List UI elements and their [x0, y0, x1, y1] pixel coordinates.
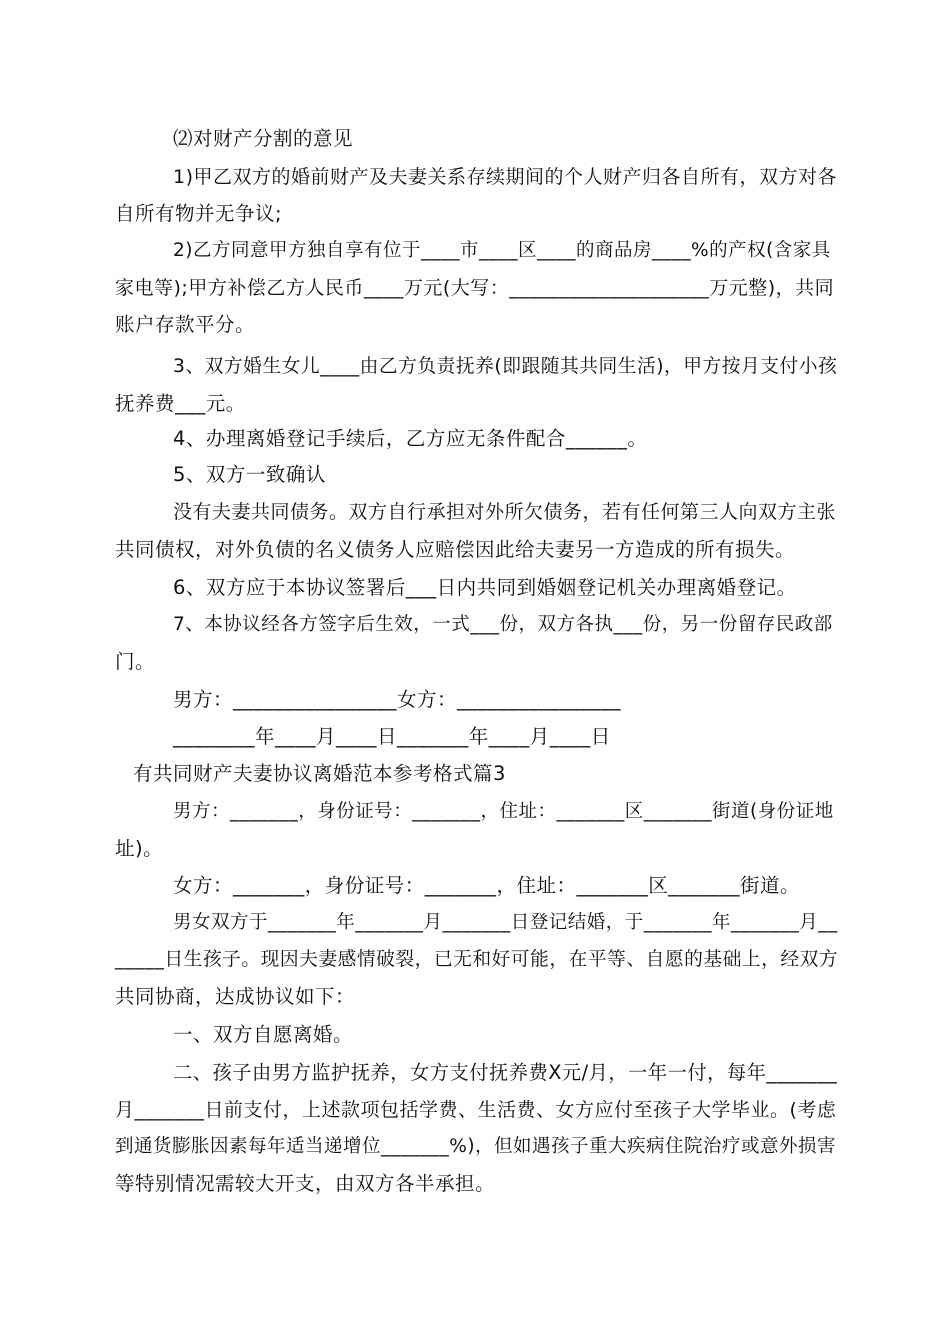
paragraph-line: 男方：_______，身份证号：_______，住址：_______区_______街道(身份证地 [173, 801, 834, 822]
paragraph-line: 址)。 [115, 837, 164, 860]
paragraph-line: 门。 [115, 650, 156, 673]
paragraph-line: 3、双方婚生女儿____由乙方负责抚养(即跟随其共同生活)，甲方按月支付小孩 [173, 356, 838, 377]
paragraph-line: _____日生孩子。现因夫妻感情破裂，已无和好可能，在平等、自愿的基础上，经双方 [115, 949, 839, 970]
paragraph-line: 男女双方于_______年_______月_______日登记结婚，于_______年_______月__ [173, 912, 838, 933]
paragraph-line: 自所有物并无争议; [115, 202, 283, 225]
paragraph-line: 5、双方一致确认 [173, 463, 326, 486]
paragraph-line: 一、双方自愿离婚。 [173, 1023, 354, 1046]
paragraph-line: 抚养费___元。 [115, 392, 246, 415]
paragraph-line: 7、本协议经各方签字后生效，一式___份，双方各执___份，另一份留存民政部 [173, 614, 833, 635]
paragraph-line: 到通货膨胀因素每年适当递增位_______%)，但如遇孩子重大疾病住院治疗或意外损害 [115, 1136, 837, 1157]
paragraph-line: 女方：_______，身份证号：_______，住址：_______区_______街道。 [173, 874, 801, 897]
date-line: ________年____月____日_______年____月____日 [173, 725, 611, 748]
paragraph-line: 账户存款平分。 [115, 313, 256, 336]
paragraph-line: 6、双方应于本协议签署后___日内共同到婚姻登记机关办理离婚登记。 [173, 576, 797, 599]
paragraph-line: 月_______日前支付，上述款项包括学费、生活费、女方应付至孩子大学毕业。(考虑 [115, 1099, 837, 1121]
paragraph-line: 共同债权，对外负债的名义债务人应赔偿因此给夫妻另一方造成的所有损失。 [115, 538, 796, 561]
paragraph-line: 4、办理离婚登记手续后，乙方应无条件配合______。 [173, 427, 648, 450]
paragraph-line: 没有夫妻共同债务。双方自行承担对外所欠债务，若有任何第三人向双方主张 [173, 501, 837, 523]
signature-line: 男方：________________女方：________________ [173, 688, 622, 711]
paragraph-line: 等特别情况需较大开支，由双方各半承担。 [115, 1172, 496, 1195]
paragraph-line: 二、孩子由男方监护抚养，女方支付抚养费X元/月，一年一付，每年_______ [173, 1061, 838, 1084]
section-title: 有共同财产夫妻协议离婚范本参考格式篇3 [133, 762, 506, 785]
paragraph-line: 1)甲乙双方的婚前财产及夫妻关系存续期间的个人财产归各自所有，双方对各 [173, 166, 838, 188]
paragraph-line: 2)乙方同意甲方独自享有位于____市____区____的商品房____%的产权(含家具 [173, 240, 831, 261]
section-heading-property-division: ⑵对财产分割的意见 [173, 127, 354, 150]
paragraph-line: 家电等);甲方补偿乙方人民币____万元(大写：____________________万元整)，共同 [115, 277, 835, 299]
paragraph-line: 共同协商，达成协议如下： [115, 985, 356, 1008]
